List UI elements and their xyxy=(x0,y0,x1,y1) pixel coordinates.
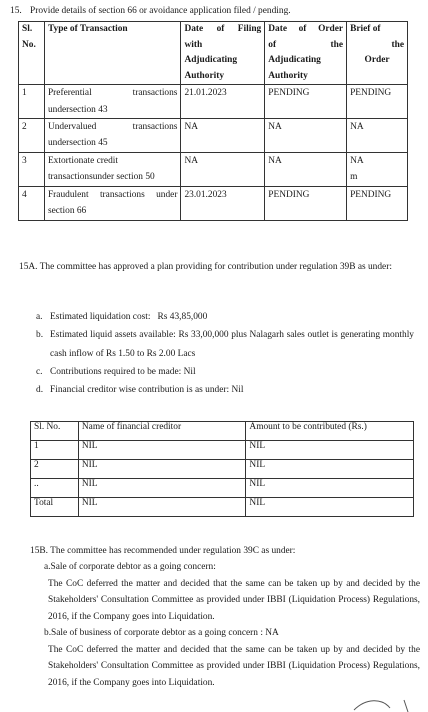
table-row xyxy=(19,118,408,152)
cell-name: NIL xyxy=(78,498,246,517)
cell-sl: 1 xyxy=(31,441,79,460)
subsection-a xyxy=(30,559,420,691)
col-header-date-filing: Date of Filing with Adjudicating Authority xyxy=(181,22,265,85)
cell-amount: NIL xyxy=(246,441,414,460)
section-label: 15A. xyxy=(19,262,38,272)
col-header-date-order: Date of Order of the Adjudicating Authority xyxy=(265,22,347,85)
subsection-a-text: The CoC deferred the matter and decided that the same can be taken up by and decided by the Stakeholders' Consultation Committee as provided under IBBI (Liquidation Process) Regulations, 2016, if the Company goes into Liquidation. xyxy=(48,578,420,622)
table-row xyxy=(31,441,414,460)
creditor-contribution-table xyxy=(30,421,414,517)
cell-sl: Total xyxy=(31,498,79,517)
table-row xyxy=(19,186,408,220)
list-item: b. Estimated liquid assets available: Rs 33,00,000 plus Nalagarh sales outlet is generating monthly cash inflow of Rs 1.50 to Rs 2.00 Lacs xyxy=(36,330,414,359)
cell-type: Preferential transactions undersection 43 xyxy=(44,85,181,119)
avoidance-applications-table xyxy=(18,21,408,221)
col-header-brief: Brief of the Order xyxy=(347,22,408,85)
cell-date-filing: 23.01.2023 xyxy=(181,186,265,220)
table-row xyxy=(19,85,408,119)
cell-date-order: NA xyxy=(265,118,347,152)
table-header-row xyxy=(19,22,408,85)
subsection-b-text: The CoC deferred the matter and decided that the same can be taken up by and decided by the Stakeholders' Consultation Committee as provided under IBBI (Liquidation Process) Regulations, 2016, if the Company goes into Liquidation. xyxy=(48,644,420,688)
subsection-b-title: b.Sale of business of corporate debtor as a going concern : NA xyxy=(44,628,279,639)
list-item: a. Estimated liquidation cost: Rs 43,85,000 xyxy=(36,312,208,322)
cell-name: NIL xyxy=(78,441,246,460)
cell-brief: PENDING xyxy=(347,186,408,220)
cell-date-filing: NA xyxy=(181,118,265,152)
cell-brief: NA xyxy=(347,118,408,152)
cell-sl: 1 xyxy=(19,85,45,119)
cell-brief: NA m xyxy=(347,152,408,186)
col-header-sl: Sl. No. xyxy=(31,422,79,441)
section-text: The committee has recommended under regulation 39C as under: xyxy=(50,546,296,556)
question-number: 15. xyxy=(10,6,22,16)
section-15a-list xyxy=(36,308,414,400)
cell-type: Undervalued transactions undersection 45 xyxy=(44,118,181,152)
col-header-name: Name of financial creditor xyxy=(78,422,246,441)
cell-sl: 2 xyxy=(31,460,79,479)
cell-sl: 3 xyxy=(19,152,45,186)
list-item: c. Contributions required to be made: Nil xyxy=(36,366,196,377)
table-header-row xyxy=(31,422,414,441)
list-item: d. Financial creditor wise contribution is as under: Nil xyxy=(36,385,244,396)
section-label: 15B. xyxy=(30,546,48,556)
cell-date-order: PENDING xyxy=(265,186,347,220)
question-text: Provide details of section 66 or avoidance application filed / pending. xyxy=(30,6,291,16)
cell-sl: 4 xyxy=(19,186,45,220)
cell-date-filing: 21.01.2023 xyxy=(181,85,265,119)
table-row xyxy=(31,479,414,498)
section-15a-paragraph xyxy=(19,259,411,277)
cell-sl: 2 xyxy=(19,118,45,152)
table-row xyxy=(31,498,414,517)
section-15b xyxy=(30,543,420,691)
cell-amount: NIL xyxy=(246,460,414,479)
cell-amount: NIL xyxy=(246,479,414,498)
subsection-a-title: a.Sale of corporate debtor as a going concern: xyxy=(44,562,216,573)
cell-date-order: NA xyxy=(265,152,347,186)
cell-date-filing: NA xyxy=(181,152,265,186)
cell-brief: PENDING xyxy=(347,85,408,119)
cell-name: NIL xyxy=(78,479,246,498)
cell-type: Extortionate credit transactionsunder section 50 xyxy=(44,152,181,186)
section-text: The committee has approved a plan providing for contribution under regulation 39B as under: xyxy=(39,262,392,272)
cell-sl: .. xyxy=(31,479,79,498)
col-header-type: Type of Transaction xyxy=(44,22,181,85)
col-header-sl: Sl. No. xyxy=(19,22,45,85)
signature-mark xyxy=(352,696,422,712)
col-header-amount: Amount to be contributed (Rs.) xyxy=(246,422,414,441)
cell-name: NIL xyxy=(78,460,246,479)
table-row xyxy=(31,460,414,479)
cell-date-order: PENDING xyxy=(265,85,347,119)
question-15-heading xyxy=(10,5,420,17)
cell-amount: NIL xyxy=(246,498,414,517)
table-row xyxy=(19,152,408,186)
cell-type: Fraudulent transactions under section 66 xyxy=(44,186,181,220)
section-15b-intro xyxy=(30,543,420,559)
